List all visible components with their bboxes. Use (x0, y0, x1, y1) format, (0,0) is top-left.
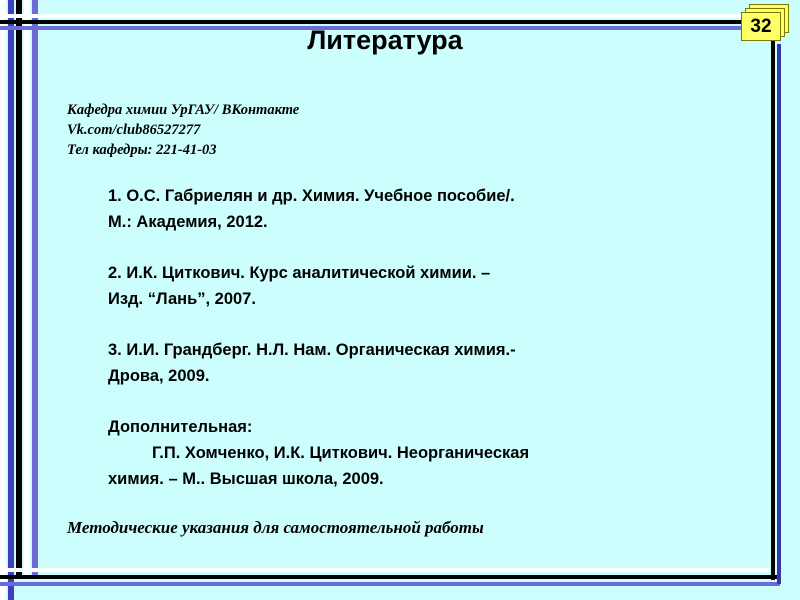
department-phone: Тел кафедры: 221-41-03 (67, 142, 217, 158)
reference-line: 3. И.И. Грандберг. Н.Л. Нам. Органическая химия.- (108, 341, 516, 359)
reference-line: Г.П. Хомченко, И.К. Циткович. Неорганическая (152, 444, 530, 462)
reference-item (108, 337, 668, 389)
additional-heading: Дополнительная: (108, 418, 253, 436)
top-frame-bar (0, 20, 758, 24)
reference-list (108, 183, 668, 517)
reference-item (108, 183, 668, 235)
reference-item (108, 260, 668, 312)
reference-line: М.: Академия, 2012. (108, 213, 268, 231)
left-frame-bar (8, 0, 14, 600)
left-frame-bar (16, 0, 22, 575)
top-frame-bar (0, 14, 758, 18)
bottom-frame-bar (0, 575, 780, 579)
department-name: Кафедра химии УрГАУ/ ВКонтакте (67, 102, 300, 118)
right-frame-bar (771, 28, 775, 580)
left-frame-bar (24, 0, 30, 575)
page-title: Литература (307, 25, 463, 55)
additional-references (108, 414, 668, 492)
reference-line: Дрова, 2009. (108, 367, 210, 385)
department-link: Vk.com/club86527277 (67, 122, 201, 138)
reference-line: Изд. “Лань”, 2007. (108, 290, 256, 308)
left-frame-bar (32, 0, 38, 575)
reference-line: 2. И.К. Циткович. Курс аналитической химии. – (108, 264, 491, 282)
right-frame-bar (777, 44, 781, 584)
bottom-frame-bar (0, 582, 780, 586)
reference-line: химия. – М.. Высшая школа, 2009. (108, 470, 384, 488)
department-info (67, 100, 299, 160)
reference-line: 1. О.С. Габриелян и др. Химия. Учебное пособие/. (108, 187, 515, 205)
left-frame-bar (0, 0, 6, 600)
bottom-frame-bar (0, 568, 770, 572)
footer-note: Методические указания для самостоятельной работы (67, 518, 484, 537)
page-number: 32 (741, 12, 781, 41)
